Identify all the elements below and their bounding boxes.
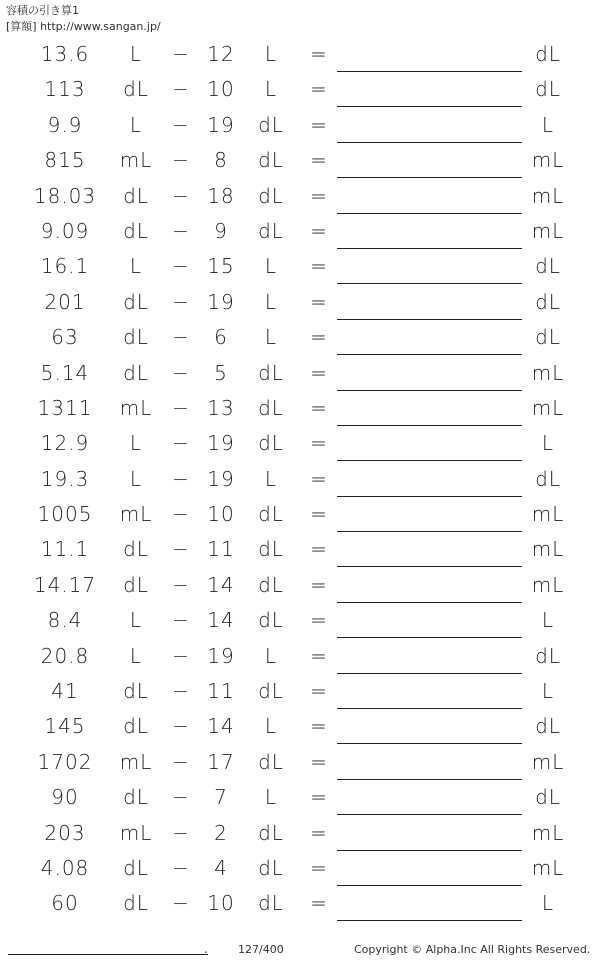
- minuend-unit: dL: [123, 360, 149, 385]
- problem-row: [0, 284, 600, 319]
- minuend-unit: dL: [123, 785, 149, 810]
- equals-sign: =: [310, 112, 328, 137]
- problem-row: [0, 850, 600, 885]
- problem-row: [0, 107, 600, 142]
- minuend-value: 5.14: [40, 360, 90, 385]
- minuend-unit: mL: [119, 820, 153, 845]
- subtrahend-unit: dL: [258, 148, 284, 173]
- equals-sign: =: [310, 502, 328, 527]
- result-unit: dL: [535, 466, 561, 491]
- subtrahend-unit: dL: [258, 218, 284, 243]
- minus-sign: −: [172, 572, 190, 597]
- minuend-unit: mL: [119, 502, 153, 527]
- result-unit: mL: [531, 183, 565, 208]
- result-unit: L: [541, 679, 555, 704]
- copyright: Copyright © Alpha.Inc All Rights Reserved.: [354, 943, 591, 956]
- subtrahend-unit: L: [264, 466, 278, 491]
- minuend-value: 203: [44, 820, 86, 845]
- minus-sign: −: [172, 148, 190, 173]
- minuend-value: 9.09: [40, 218, 90, 243]
- equals-sign: =: [310, 608, 328, 633]
- subtrahend-unit: L: [264, 42, 278, 66]
- minuend-value: 20.8: [40, 643, 90, 668]
- minus-sign: −: [172, 254, 190, 279]
- subtrahend-value: 6: [214, 325, 228, 350]
- minuend-value: 90: [51, 785, 79, 810]
- worksheet-title: 容積の引き算1: [6, 4, 79, 17]
- subtrahend-unit: dL: [258, 537, 284, 562]
- result-unit: L: [541, 431, 555, 456]
- equals-sign: =: [310, 820, 328, 845]
- minuend-unit: L: [129, 608, 143, 633]
- equals-sign: =: [310, 785, 328, 810]
- result-unit: dL: [535, 254, 561, 279]
- problem-row: [0, 248, 600, 283]
- minus-sign: −: [172, 855, 190, 880]
- subtrahend-value: 14: [207, 714, 235, 739]
- equals-sign: =: [310, 289, 328, 314]
- problem-row: [0, 673, 600, 708]
- result-unit: mL: [531, 360, 565, 385]
- minuend-unit: dL: [123, 714, 149, 739]
- equals-sign: =: [310, 891, 328, 916]
- problem-row: [0, 815, 600, 850]
- equals-sign: =: [310, 325, 328, 350]
- minuend-value: 201: [44, 289, 86, 314]
- minus-sign: −: [172, 537, 190, 562]
- subtrahend-value: 9: [214, 218, 228, 243]
- minuend-value: 14.17: [33, 572, 97, 597]
- result-unit: mL: [531, 749, 565, 774]
- equals-sign: =: [310, 537, 328, 562]
- subtrahend-unit: dL: [258, 608, 284, 633]
- minus-sign: −: [172, 643, 190, 668]
- footer: [0, 938, 600, 962]
- subtrahend-value: 8: [214, 148, 228, 173]
- problem-row: [0, 425, 600, 460]
- minuend-unit: dL: [123, 891, 149, 916]
- equals-sign: =: [310, 855, 328, 880]
- subtrahend-value: 2: [214, 820, 228, 845]
- result-unit: dL: [535, 714, 561, 739]
- minuend-unit: dL: [123, 537, 149, 562]
- footer-dot: .: [204, 942, 208, 956]
- result-unit: dL: [535, 325, 561, 350]
- subtrahend-value: 10: [207, 891, 235, 916]
- subtrahend-unit: L: [264, 785, 278, 810]
- minuend-value: 815: [44, 148, 86, 173]
- result-unit: mL: [531, 820, 565, 845]
- subtrahend-value: 10: [207, 502, 235, 527]
- result-unit: mL: [531, 855, 565, 880]
- subtrahend-unit: dL: [258, 855, 284, 880]
- subtrahend-unit: L: [264, 643, 278, 668]
- minuend-value: 19.3: [40, 466, 90, 491]
- subtrahend-value: 18: [207, 183, 235, 208]
- subtrahend-value: 13: [207, 395, 235, 420]
- minuend-value: 145: [44, 714, 86, 739]
- minus-sign: −: [172, 431, 190, 456]
- minus-sign: −: [172, 820, 190, 845]
- minus-sign: −: [172, 891, 190, 916]
- subtrahend-unit: L: [264, 289, 278, 314]
- result-unit: L: [541, 112, 555, 137]
- minus-sign: −: [172, 42, 190, 66]
- equals-sign: =: [310, 572, 328, 597]
- minus-sign: −: [172, 749, 190, 774]
- problem-row: [0, 708, 600, 743]
- equals-sign: =: [310, 254, 328, 279]
- subtrahend-value: 19: [207, 289, 235, 314]
- minus-sign: −: [172, 325, 190, 350]
- result-unit: dL: [535, 785, 561, 810]
- equals-sign: =: [310, 148, 328, 173]
- equals-sign: =: [310, 42, 328, 66]
- problem-row: [0, 567, 600, 602]
- result-unit: mL: [531, 502, 565, 527]
- subtrahend-unit: L: [264, 325, 278, 350]
- problem-row: [0, 178, 600, 213]
- subtrahend-value: 19: [207, 643, 235, 668]
- minuend-unit: dL: [123, 183, 149, 208]
- minuend-unit: L: [129, 466, 143, 491]
- minuend-value: 1005: [37, 502, 93, 527]
- subtrahend-unit: dL: [258, 431, 284, 456]
- minuend-unit: dL: [123, 572, 149, 597]
- subtrahend-unit: dL: [258, 112, 284, 137]
- problem-row: [0, 390, 600, 425]
- subtrahend-value: 10: [207, 77, 235, 102]
- minuend-unit: mL: [119, 395, 153, 420]
- minuend-value: 41: [51, 679, 79, 704]
- subtrahend-value: 5: [214, 360, 228, 385]
- minuend-unit: dL: [123, 77, 149, 102]
- result-unit: mL: [531, 572, 565, 597]
- subtrahend-unit: dL: [258, 395, 284, 420]
- result-unit: mL: [531, 537, 565, 562]
- equals-sign: =: [310, 431, 328, 456]
- equals-sign: =: [310, 183, 328, 208]
- minuend-unit: dL: [123, 855, 149, 880]
- minus-sign: −: [172, 395, 190, 420]
- minuend-value: 9.9: [47, 112, 83, 137]
- minuend-value: 113: [44, 77, 86, 102]
- subtrahend-value: 12: [207, 42, 235, 66]
- minuend-value: 1702: [37, 749, 93, 774]
- subtrahend-unit: dL: [258, 679, 284, 704]
- answer-blank[interactable]: [337, 920, 522, 921]
- problem-row: [0, 744, 600, 779]
- problem-row: [0, 885, 600, 920]
- problem-row: [0, 602, 600, 637]
- minus-sign: −: [172, 466, 190, 491]
- result-unit: mL: [531, 218, 565, 243]
- minuend-unit: mL: [119, 148, 153, 173]
- equals-sign: =: [310, 77, 328, 102]
- subtrahend-value: 4: [214, 855, 228, 880]
- minuend-value: 11.1: [40, 537, 90, 562]
- subtrahend-value: 11: [207, 537, 235, 562]
- subtrahend-value: 17: [207, 749, 235, 774]
- subtrahend-unit: dL: [258, 891, 284, 916]
- subtrahend-unit: dL: [258, 820, 284, 845]
- minuend-unit: L: [129, 254, 143, 279]
- minuend-value: 16.1: [40, 254, 90, 279]
- minuend-unit: L: [129, 643, 143, 668]
- minus-sign: −: [172, 360, 190, 385]
- result-unit: dL: [535, 77, 561, 102]
- problem-row: [0, 355, 600, 390]
- subtrahend-unit: dL: [258, 572, 284, 597]
- problem-row: [0, 638, 600, 673]
- minuend-unit: dL: [123, 218, 149, 243]
- equals-sign: =: [310, 218, 328, 243]
- minuend-unit: L: [129, 431, 143, 456]
- minuend-value: 13.6: [40, 42, 90, 66]
- subtrahend-value: 14: [207, 572, 235, 597]
- equals-sign: =: [310, 466, 328, 491]
- problem-row: [0, 71, 600, 106]
- minuend-unit: dL: [123, 679, 149, 704]
- problem-row: [0, 142, 600, 177]
- minus-sign: −: [172, 218, 190, 243]
- subtrahend-value: 15: [207, 254, 235, 279]
- subtrahend-unit: L: [264, 714, 278, 739]
- equals-sign: =: [310, 749, 328, 774]
- source-link[interactable]: [算額] http://www.sangan.jp/: [6, 20, 161, 33]
- name-line: [8, 954, 208, 955]
- equals-sign: =: [310, 643, 328, 668]
- problem-row: [0, 213, 600, 248]
- result-unit: dL: [535, 42, 561, 66]
- minuend-value: 18.03: [33, 183, 97, 208]
- minus-sign: −: [172, 77, 190, 102]
- page-number: 127/400: [238, 943, 284, 956]
- subtrahend-unit: dL: [258, 749, 284, 774]
- minus-sign: −: [172, 183, 190, 208]
- result-unit: L: [541, 891, 555, 916]
- problem-row: [0, 779, 600, 814]
- equals-sign: =: [310, 714, 328, 739]
- problem-row: [0, 36, 600, 71]
- worksheet-header: [6, 3, 161, 35]
- subtrahend-value: 7: [214, 785, 228, 810]
- minuend-value: 63: [51, 325, 79, 350]
- minuend-unit: mL: [119, 749, 153, 774]
- subtrahend-unit: L: [264, 254, 278, 279]
- minus-sign: −: [172, 714, 190, 739]
- minuend-value: 8.4: [47, 608, 83, 633]
- minus-sign: −: [172, 785, 190, 810]
- equals-sign: =: [310, 679, 328, 704]
- result-unit: L: [541, 608, 555, 633]
- subtrahend-unit: dL: [258, 183, 284, 208]
- minuend-value: 4.08: [40, 855, 90, 880]
- subtrahend-value: 14: [207, 608, 235, 633]
- minuend-value: 60: [51, 891, 79, 916]
- minuend-unit: dL: [123, 325, 149, 350]
- subtrahend-unit: dL: [258, 502, 284, 527]
- problem-list: [0, 36, 600, 921]
- minuend-unit: dL: [123, 289, 149, 314]
- subtrahend-value: 11: [207, 679, 235, 704]
- result-unit: mL: [531, 395, 565, 420]
- result-unit: dL: [535, 643, 561, 668]
- subtrahend-value: 19: [207, 431, 235, 456]
- equals-sign: =: [310, 395, 328, 420]
- result-unit: dL: [535, 289, 561, 314]
- subtrahend-value: 19: [207, 466, 235, 491]
- subtrahend-value: 19: [207, 112, 235, 137]
- problem-row: [0, 531, 600, 566]
- minus-sign: −: [172, 502, 190, 527]
- problem-row: [0, 496, 600, 531]
- subtrahend-unit: dL: [258, 360, 284, 385]
- subtrahend-unit: L: [264, 77, 278, 102]
- minus-sign: −: [172, 112, 190, 137]
- problem-row: [0, 461, 600, 496]
- minuend-value: 12.9: [40, 431, 90, 456]
- equals-sign: =: [310, 360, 328, 385]
- minus-sign: −: [172, 289, 190, 314]
- minuend-value: 1311: [37, 395, 93, 420]
- minuend-unit: L: [129, 42, 143, 66]
- minus-sign: −: [172, 608, 190, 633]
- minus-sign: −: [172, 679, 190, 704]
- problem-row: [0, 319, 600, 354]
- minuend-unit: L: [129, 112, 143, 137]
- result-unit: mL: [531, 148, 565, 173]
